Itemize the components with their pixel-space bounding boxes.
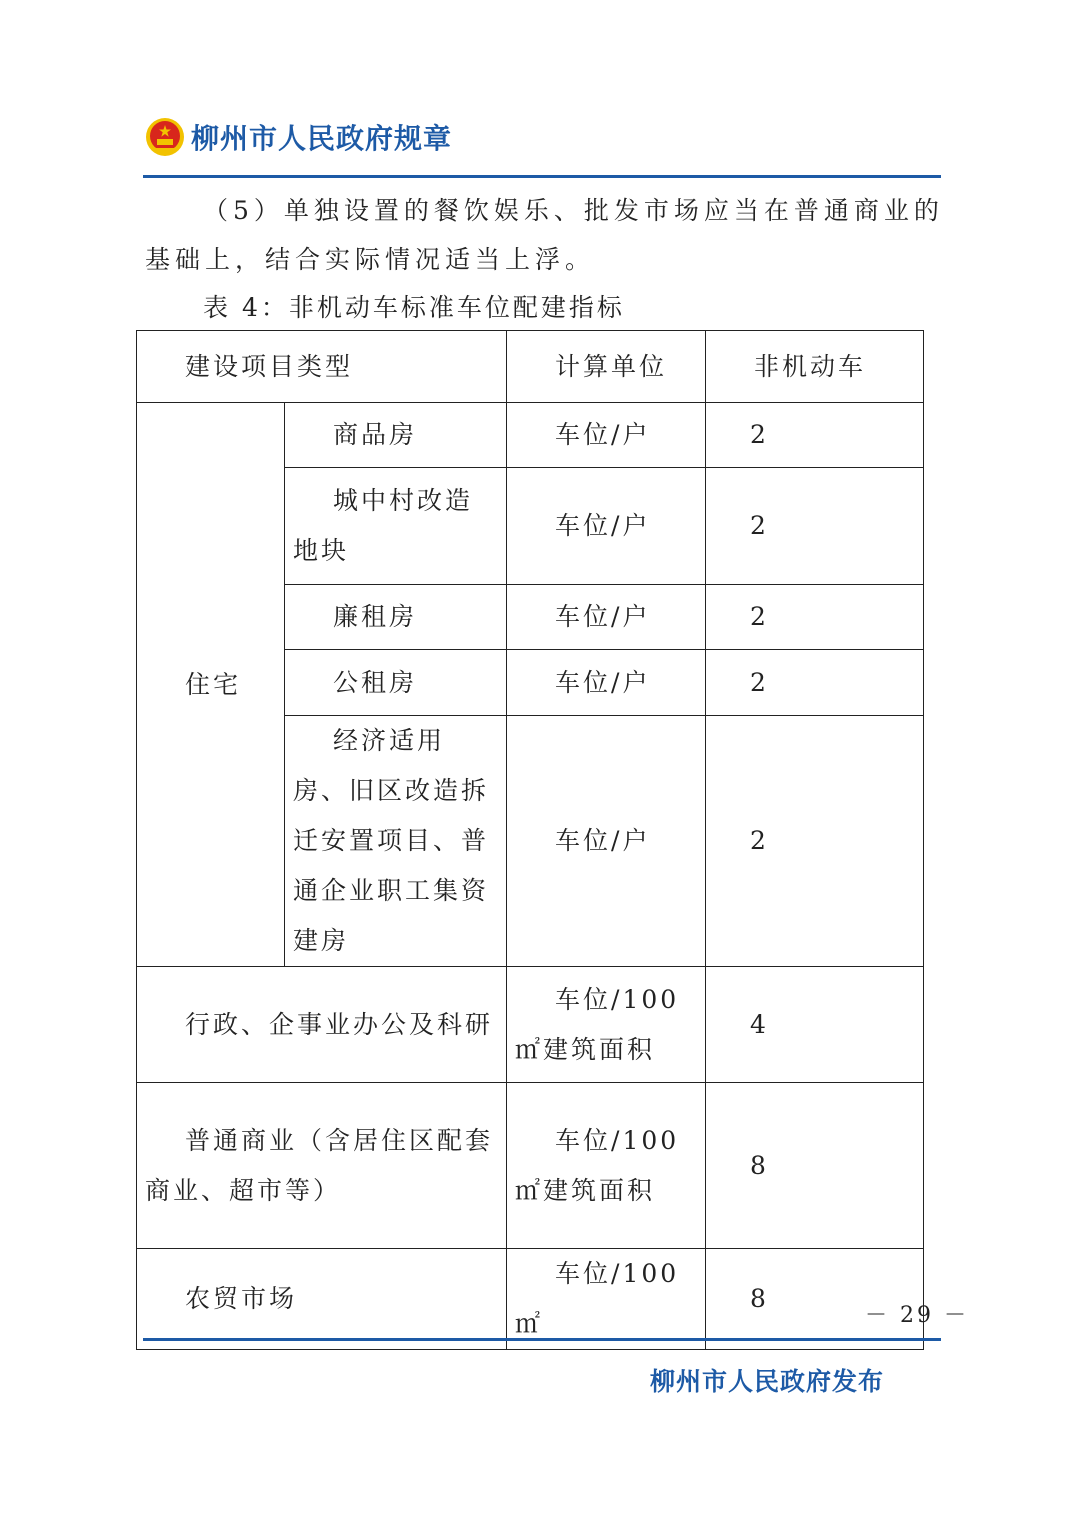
header-title: 柳州市人民政府规章: [191, 122, 453, 155]
table-caption: 表 4：非机动车标准车位配建指标: [203, 293, 625, 322]
body-paragraph: （5）单独设置的餐饮娱乐、批发市场应当在普通商业的基础上，结合实际情况适当上浮。: [145, 196, 944, 274]
value-cell: 2: [706, 468, 924, 585]
header-rule: [143, 175, 941, 178]
unit-cell: 车位/100 ㎡建筑面积: [507, 967, 706, 1083]
unit-cell: 车位/户: [507, 403, 706, 468]
national-emblem-icon: [145, 117, 185, 157]
unit-cell: 车位/100 ㎡建筑面积: [507, 1083, 706, 1249]
value-cell: 8: [706, 1083, 924, 1249]
unit-cell: 车位/户: [507, 585, 706, 650]
bicycle-parking-table: [136, 330, 924, 1350]
value-cell: 2: [706, 403, 924, 468]
header-cell-value: 非机动车: [706, 331, 924, 403]
unit-cell: 车位/户: [507, 716, 706, 967]
value-cell: 2: [706, 716, 924, 967]
value-cell: 2: [706, 585, 924, 650]
header-cell-unit: 计算单位: [507, 331, 706, 403]
table-row: [137, 403, 924, 468]
unit-cell: 车位/100 ㎡: [507, 1249, 706, 1350]
value-cell: 4: [706, 967, 924, 1083]
type-cell: 商品房: [285, 403, 507, 468]
table-header-row: [137, 331, 924, 403]
residential-category-cell: 住宅: [137, 403, 285, 967]
page-number: － 29 －: [865, 1303, 969, 1328]
page-header: [145, 112, 452, 162]
type-cell: 城中村改造地块: [285, 468, 507, 585]
table-row: [137, 1083, 924, 1249]
type-cell: 农贸市场: [137, 1249, 507, 1350]
value-cell: 2: [706, 650, 924, 716]
footer-publisher: 柳州市人民政府发布: [650, 1367, 885, 1396]
type-cell: 行政、企事业办公及科研: [137, 967, 507, 1083]
type-cell: 普通商业（含居住区配套商业、超市等）: [137, 1083, 507, 1249]
header-cell-type: 建设项目类型: [137, 331, 507, 403]
type-cell: 公租房: [285, 650, 507, 716]
type-cell: 经济适用房、旧区改造拆迁安置项目、普通企业职工集资建房: [285, 716, 507, 967]
unit-cell: 车位/户: [507, 468, 706, 585]
table-row: [137, 967, 924, 1083]
type-cell: 廉租房: [285, 585, 507, 650]
value-cell: 8: [706, 1249, 924, 1350]
unit-cell: 车位/户: [507, 650, 706, 716]
table-row: [137, 1249, 924, 1350]
footer-rule: [143, 1338, 941, 1341]
